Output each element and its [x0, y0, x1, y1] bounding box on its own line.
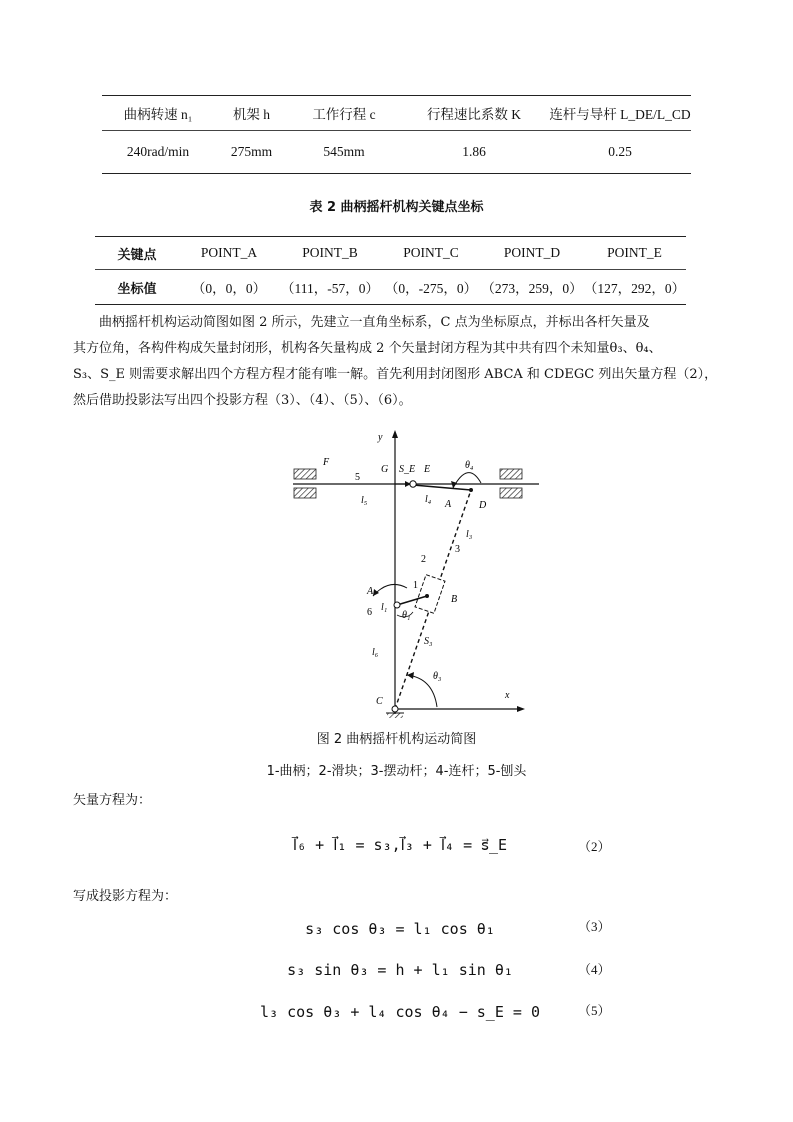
- table-header-cell: 关键点: [95, 237, 179, 270]
- label-3: 3: [455, 544, 460, 555]
- table-cell: （111，-57，0）: [279, 270, 381, 305]
- table-cell: 275mm: [214, 131, 289, 174]
- ground-block: [294, 469, 316, 479]
- label-se: S_E: [399, 464, 416, 475]
- table-cell: （0，-275，0）: [381, 270, 481, 305]
- label-d: D: [479, 500, 487, 511]
- body-paragraph: [73, 310, 718, 414]
- slider-block-2: [415, 575, 445, 614]
- equation-4: s₃ sin θ₃ = h + l₁ sin θ₁: [287, 961, 513, 979]
- label-g: G: [381, 464, 389, 475]
- equation-2-number: （2）: [578, 839, 611, 854]
- mechanism-diagram: [283, 428, 543, 720]
- table-cell: （127，292，0）: [583, 270, 686, 305]
- paragraph-line: 然后借助投影法写出四个投影方程（3）、（4）、（5）、（6）。: [73, 393, 412, 408]
- equation-3: s₃ cos θ₃ = l₁ cos θ₁: [305, 920, 495, 938]
- label-l3: l₃: [466, 529, 473, 540]
- label-1: 1: [413, 580, 418, 591]
- equation-5-number: （5）: [578, 1003, 611, 1018]
- pivot-c: [392, 706, 398, 712]
- label-theta1: θ₁: [402, 610, 411, 621]
- label-a-top: A: [445, 499, 452, 510]
- table-header-cell: 曲柄转速 n₁: [102, 96, 214, 131]
- y-axis-arrow: [392, 430, 398, 438]
- rotation-arrowhead: [373, 589, 379, 596]
- figure-caption: 图 2 曲柄摇杆机构运动简图: [316, 732, 477, 747]
- paragraph-line: S₃、S_E 则需要求解出四个方程方程才能有唯一解。首先利用封闭图形 ABCA 和 CDEGC 列出矢量方程（2），: [73, 367, 718, 382]
- equation-2: l⃗₆ + l⃗₁ = s₃,l⃗₃ + l⃗₄ = s⃗_E: [292, 836, 508, 854]
- pivot-ground: [387, 713, 403, 718]
- figure-subcaption: 1-曲柄；2-滑块；3-摆动杆；4-连杆；5-刨头: [266, 764, 527, 779]
- table-cell: （273，259，0）: [481, 270, 583, 305]
- ground-block: [294, 488, 316, 498]
- equation-4-number: （4）: [578, 962, 611, 977]
- vector-equation-intro: 矢量方程为：: [73, 793, 152, 808]
- table-header-cell: POINT_B: [279, 237, 381, 270]
- joint-a: [394, 602, 400, 608]
- label-c: C: [376, 696, 383, 707]
- table-header-cell: 机架 h: [214, 96, 289, 131]
- label-theta3: θ₃: [433, 671, 442, 682]
- label-e: E: [424, 464, 431, 475]
- label-s3: S₃: [424, 636, 433, 647]
- label-5: 5: [355, 472, 360, 483]
- table-header-cell: POINT_C: [381, 237, 481, 270]
- parameters-table: [102, 95, 691, 174]
- label-l6: l₆: [372, 647, 379, 658]
- label-f: F: [323, 457, 330, 468]
- table-header-cell: 行程速比系数 K: [399, 96, 549, 131]
- joint-b: [425, 594, 429, 598]
- ground-block: [500, 488, 522, 498]
- equation-3-number: （3）: [578, 919, 611, 934]
- label-b: B: [451, 594, 458, 605]
- table-header-cell: POINT_A: [179, 237, 279, 270]
- label-y: y: [378, 432, 383, 443]
- label-l1: l₁: [381, 602, 388, 613]
- table-cell: 240rad/min: [102, 131, 214, 174]
- label-2: 2: [421, 554, 426, 565]
- table-header-cell: 工作行程 c: [289, 96, 399, 131]
- projection-equation-intro: 写成投影方程为：: [73, 889, 178, 904]
- paragraph-line: 其方位角，各构件构成矢量封闭形，机构各矢量构成 2 个矢量封闭方程为其中共有四个未知量θ₃、θ₄、: [73, 341, 662, 356]
- label-a-left: A: [367, 586, 374, 597]
- table-row-label: 坐标值: [95, 270, 179, 305]
- label-theta4: θ₄: [465, 460, 474, 471]
- table-header-cell: POINT_E: [583, 237, 686, 270]
- label-l4: l₄: [425, 494, 432, 505]
- x-axis-arrow: [517, 706, 525, 712]
- ground-block: [500, 469, 522, 479]
- theta4-arc: [453, 473, 481, 488]
- joint-d: [469, 488, 473, 492]
- label-x: x: [505, 690, 510, 701]
- paragraph-line: 曲柄摇杆机构运动简图如图 2 所示，先建立一直角坐标系，C 点为坐标原点，并标出各杆矢量及: [99, 315, 650, 330]
- table2-caption: 表 2 曲柄摇杆机构关键点坐标: [309, 200, 484, 215]
- table-header-cell: 连杆与导杆 L_DE/L_CD: [549, 96, 691, 131]
- equation-5: l₃ cos θ₃ + l₄ cos θ₄ − s_E = 0: [260, 1003, 540, 1021]
- connecting-rod-4: [413, 485, 471, 490]
- table-cell: 545mm: [289, 131, 399, 174]
- coordinates-table: [95, 236, 686, 305]
- table-cell: 1.86: [399, 131, 549, 174]
- table-cell: （0，0，0）: [179, 270, 279, 305]
- crank-rotation-arrow: [373, 584, 407, 596]
- table-header-cell: POINT_D: [481, 237, 583, 270]
- table-cell: 0.25: [549, 131, 691, 174]
- label-l5: l₅: [361, 495, 368, 506]
- label-6: 6: [367, 607, 372, 618]
